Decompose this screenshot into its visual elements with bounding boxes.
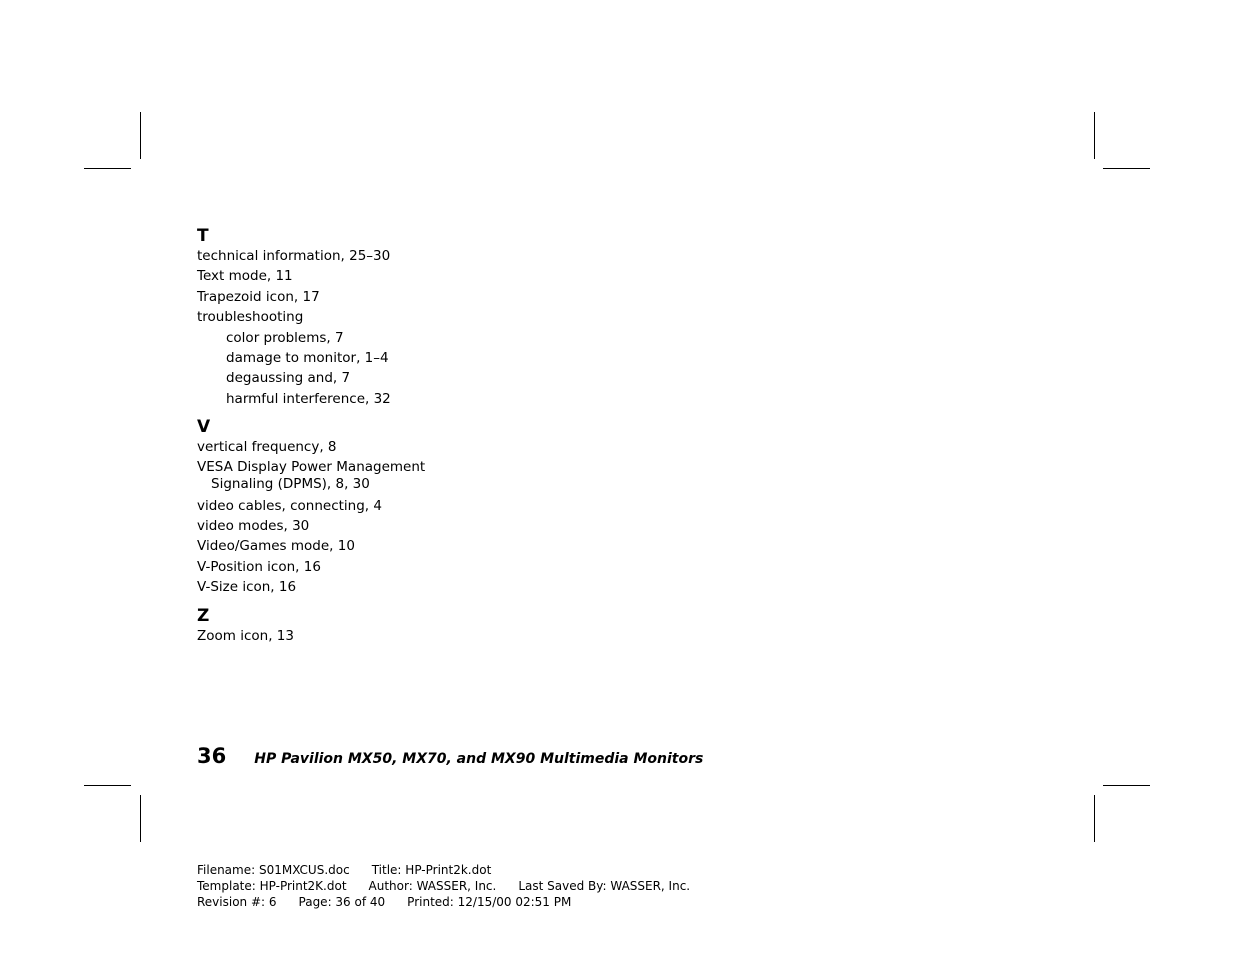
docinfo-line-1 xyxy=(197,862,690,878)
docinfo-page: Page: 36 of 40 xyxy=(298,895,386,910)
index-letter-heading: Z xyxy=(197,605,210,626)
index-entry: Video/Games mode, 10 xyxy=(197,538,355,555)
index-entry xyxy=(197,458,617,496)
docinfo-last-saved-by: Last Saved By: WASSER, Inc. xyxy=(518,879,691,894)
docinfo-template: Template: HP-Print2K.dot xyxy=(197,879,347,894)
index-subentry: harmful interference, 32 xyxy=(226,390,391,407)
crop-mark-top-right-horizontal xyxy=(1103,168,1150,169)
crop-mark-bottom-left-horizontal xyxy=(84,785,131,786)
docinfo-line-3 xyxy=(197,894,690,910)
crop-mark-bottom-right-vertical xyxy=(1094,795,1095,842)
index-entry: technical information, 25–30 xyxy=(197,248,391,264)
index-section-t xyxy=(197,226,617,409)
docinfo-author: Author: WASSER, Inc. xyxy=(368,879,497,894)
docinfo-title: Title: HP-Print2k.dot xyxy=(371,863,492,877)
index-entry: troubleshooting xyxy=(197,309,304,326)
index-entry: video modes, 30 xyxy=(197,518,310,535)
crop-mark-top-left-horizontal xyxy=(84,168,131,169)
index-entry: vertical frequency, 8 xyxy=(197,439,337,456)
index-entry-list xyxy=(197,246,617,409)
index-entry-continuation: Signaling (DPMS), 8, 30 xyxy=(211,476,370,493)
index-section-z xyxy=(197,606,617,646)
index-entry: Text mode, 11 xyxy=(197,268,293,285)
index-subentry: degaussing and, 7 xyxy=(226,370,351,387)
index-entry: Zoom icon, 13 xyxy=(197,627,294,644)
index-section-v xyxy=(197,417,617,597)
index-entry-list xyxy=(197,626,617,646)
index-letter-heading: V xyxy=(197,417,211,438)
document-info xyxy=(197,862,690,911)
docinfo-filename: Filename: S01MXCUS.doc xyxy=(197,863,350,877)
crop-mark-bottom-right-horizontal xyxy=(1103,785,1150,786)
docinfo-line-2 xyxy=(197,878,690,894)
index-entry: V-Position icon, 16 xyxy=(197,558,321,575)
index-subentry: damage to monitor, 1–4 xyxy=(226,350,389,367)
index-subentry: color problems, 7 xyxy=(226,329,344,346)
docinfo-revision: Revision #: 6 xyxy=(197,895,277,910)
index-column xyxy=(197,226,617,654)
page-number: 36 xyxy=(197,744,227,768)
index-entry: V-Size icon, 16 xyxy=(197,579,297,596)
crop-mark-top-left-vertical xyxy=(140,112,141,159)
page-footer xyxy=(197,744,703,768)
docinfo-printed: Printed: 12/15/00 02:51 PM xyxy=(407,895,572,910)
book-title: HP Pavilion MX50, MX70, and MX90 Multimedia Monitors xyxy=(254,751,704,767)
index-entry: Trapezoid icon, 17 xyxy=(197,288,320,305)
crop-mark-top-right-vertical xyxy=(1094,112,1095,159)
crop-mark-bottom-left-vertical xyxy=(140,795,141,842)
index-entry-list xyxy=(197,437,617,597)
index-entry-text: VESA Display Power Management xyxy=(197,458,426,475)
index-letter-heading: T xyxy=(197,226,209,246)
index-entry: video cables, connecting, 4 xyxy=(197,497,382,514)
